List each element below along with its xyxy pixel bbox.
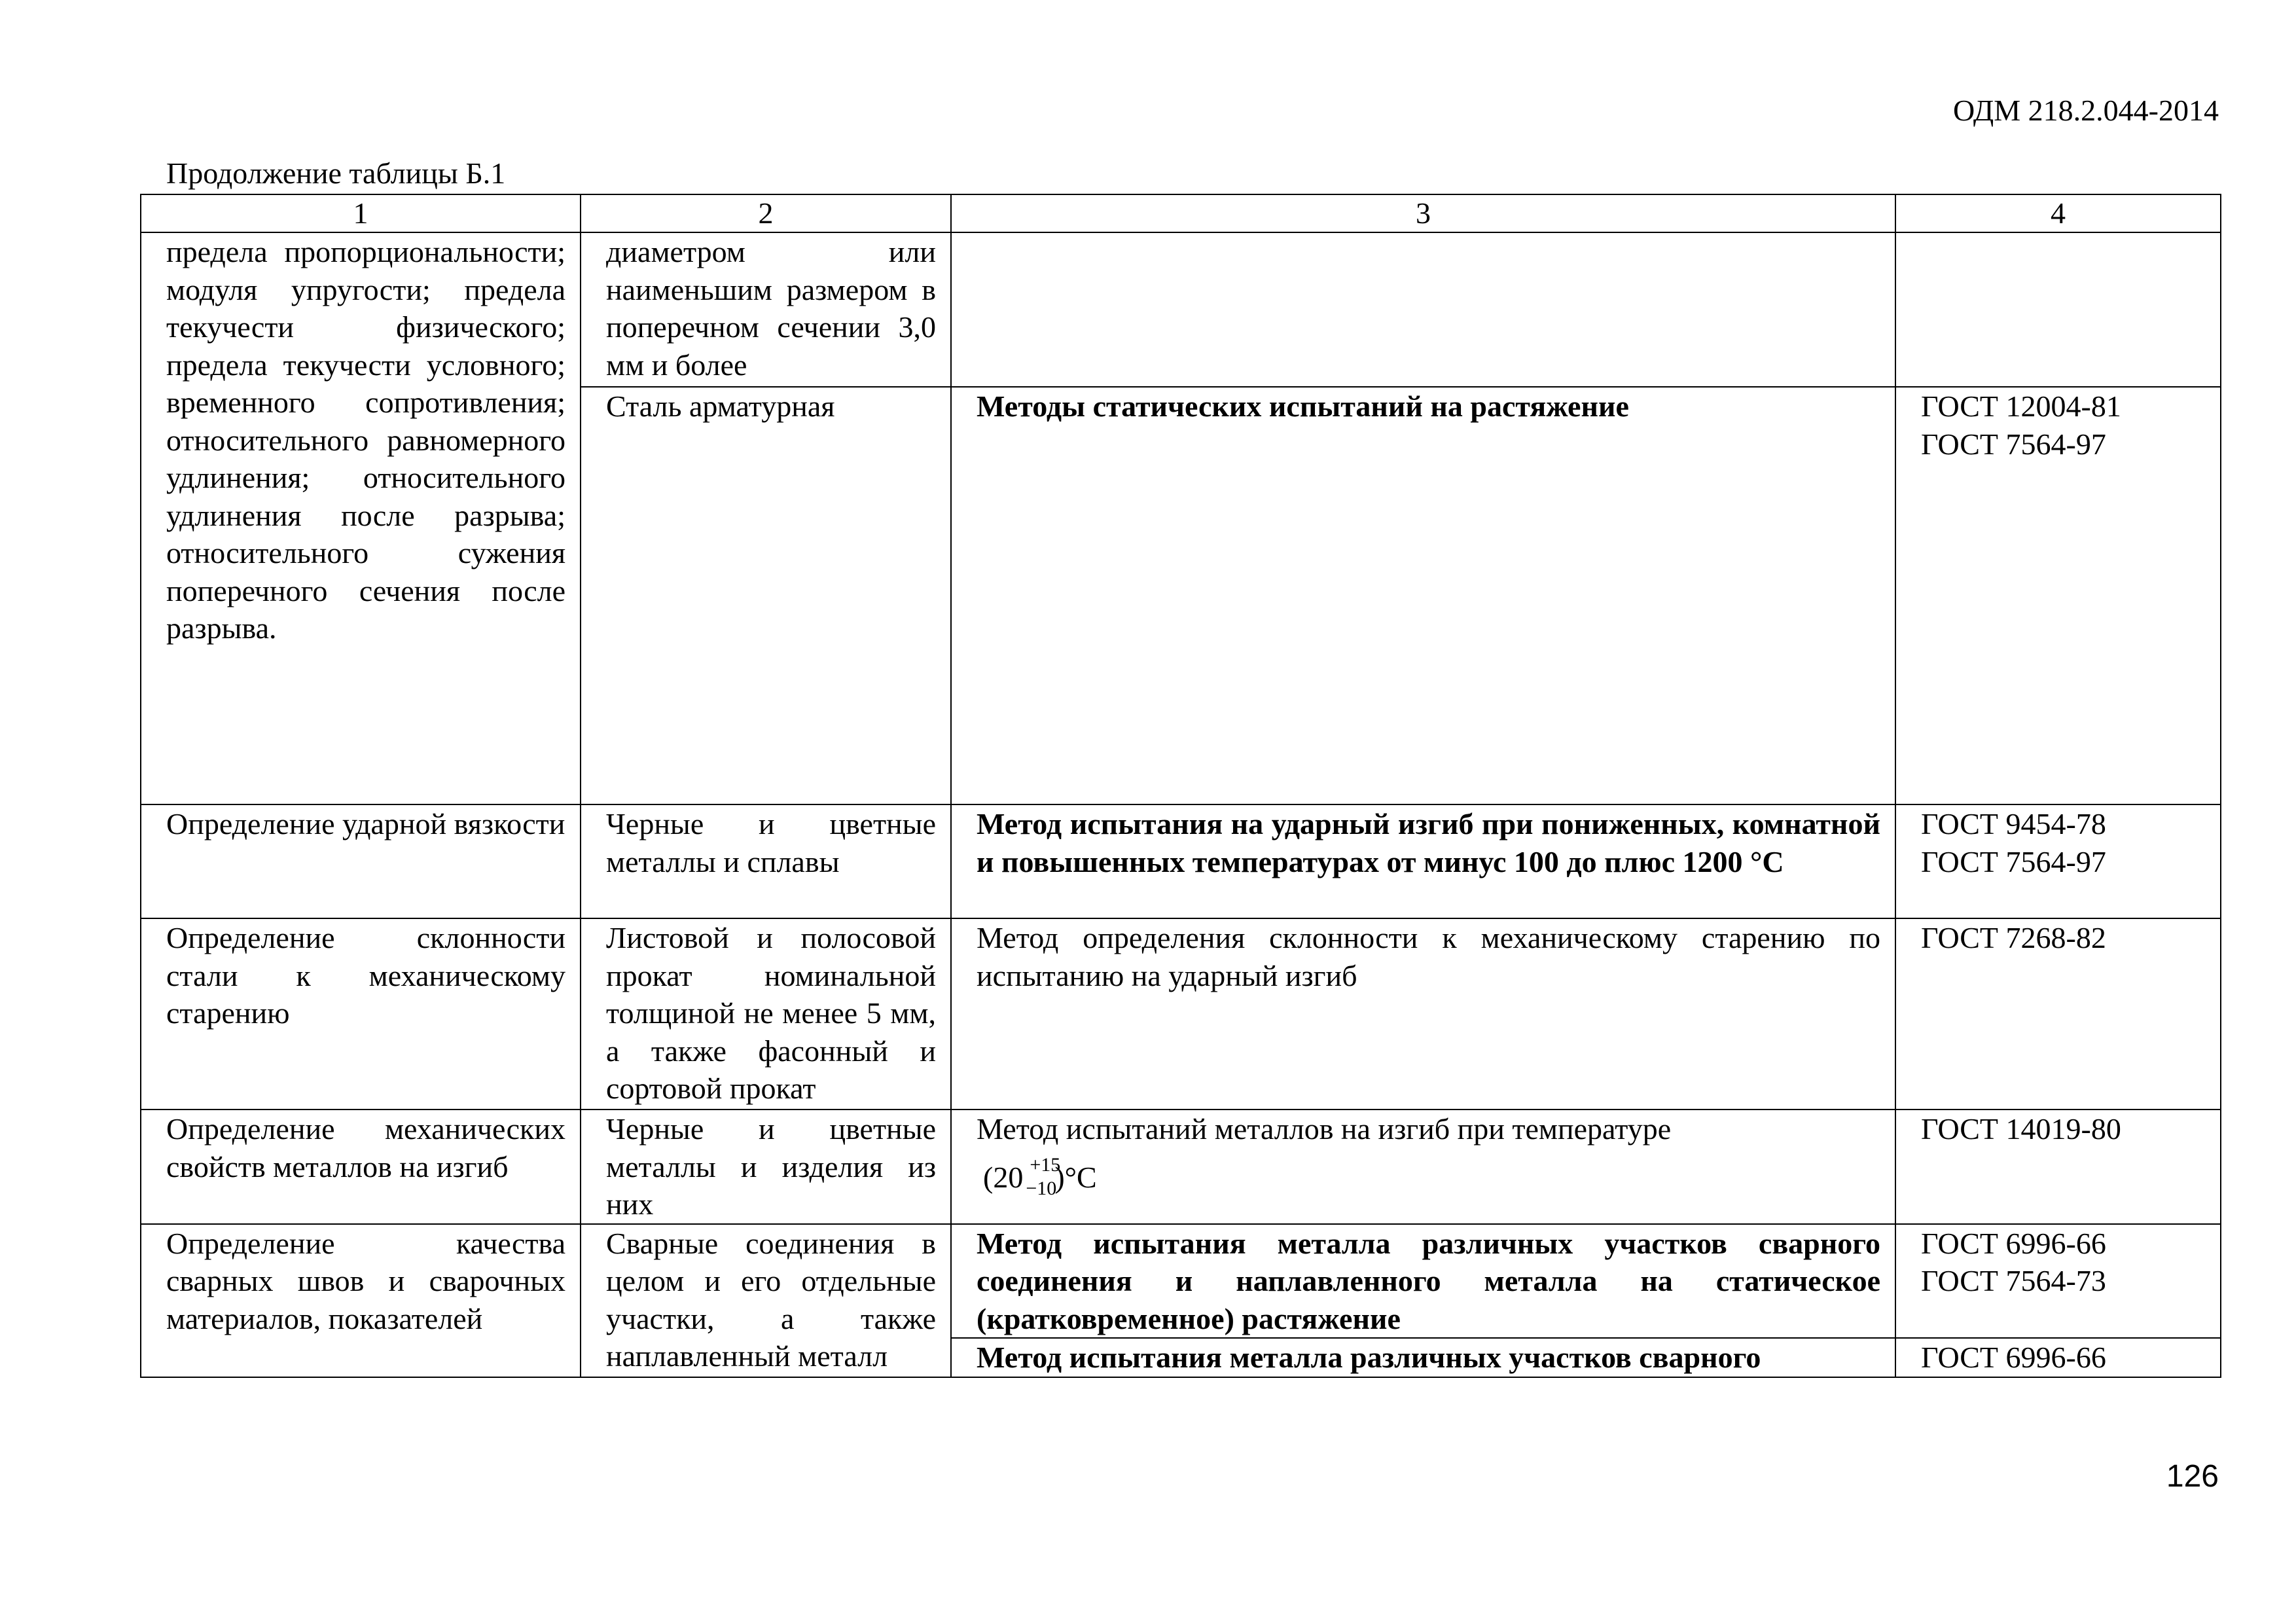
document-code: ОДМ 218.2.044-2014 [1952,94,2219,127]
standard-code: ГОСТ 6996-66 [1921,1226,2106,1260]
table-row [141,1224,2221,1339]
material-cell: Сварные соединения в целом и его отдельные участки, а также наплавленный металл [581,1224,951,1378]
temperature-formula [983,1153,1097,1199]
method-cell: Метод испытания металла различных участков сварного [951,1338,1895,1377]
property-cell: Определение склонности стали к механическому старению [141,918,581,1110]
table-header-row [141,194,2221,232]
standard-code: ГОСТ 6996-66 [1921,1341,2106,1374]
standard-code: ГОСТ 14019-80 [1921,1112,2121,1146]
table-row [141,804,2221,918]
methods-table [140,194,2221,1378]
method-cell: Метод испытания металла различных участков сварного соединения и наплавленного металла на статическое (кратковременное) растяжение [951,1224,1895,1339]
page-number: 126 [2166,1459,2219,1494]
property-cell: Определение качества сварных швов и сварочных материалов, показателей [141,1224,581,1378]
material-cell: Черные и цветные металлы и сплавы [581,804,951,918]
table-caption: Продолжение таблицы Б.1 [166,156,506,190]
method-cell [951,1110,1895,1224]
material-cell: диаметром или наименьшим размером в поперечном сечении 3,0 мм и более [581,232,951,387]
standard-code: ГОСТ 12004-81 [1921,389,2121,423]
tolerance-lower: −10 [1026,1177,1057,1199]
formula-base: (20 [983,1160,1024,1194]
column-header: 1 [141,194,581,232]
property-cell: предела пропорциональности; модуля упругости; предела текучести физического; предела текучести условного; временного сопротивления; относительного равномерного удлинения; относительного удлинения после разрыва; относительного сужения поперечного сечения после разрыва. [141,232,581,804]
standard-cell [1895,804,2221,918]
standard-cell [1895,918,2221,1110]
method-cell: Метод испытания на ударный изгиб при пониженных, комнатной и повышенных температурах от минус 100 до плюс 1200 °С [951,804,1895,918]
method-cell: Метод определения склонности к механическому старению по испытанию на ударный изгиб [951,918,1895,1110]
standard-cell [1895,1224,2221,1339]
table-row [141,1110,2221,1224]
method-cell: Методы статических испытаний на растяжение [951,387,1895,804]
material-cell: Черные и цветные металлы и изделия из них [581,1110,951,1224]
column-header: 4 [1895,194,2221,232]
formula-tail: )°С [1054,1160,1097,1194]
standard-cell [1895,387,2221,804]
standard-code: ГОСТ 7564-73 [1921,1264,2106,1297]
method-cell [951,232,1895,387]
standard-cell [1895,232,2221,387]
standard-code: ГОСТ 7564-97 [1921,427,2106,461]
column-header: 2 [581,194,951,232]
column-header: 3 [951,194,1895,232]
tolerance-upper: +15 [1030,1153,1061,1176]
standard-code: ГОСТ 9454-78 [1921,807,2106,840]
tolerance-fraction [1026,1153,1061,1199]
standard-cell [1895,1110,2221,1224]
material-cell: Листовой и полосовой прокат номинальной толщиной не менее 5 мм, а также фасонный и сортовой прокат [581,918,951,1110]
method-text: Метод испытаний металлов на изгиб при температуре [977,1112,1672,1146]
material-cell: Сталь арматурная [581,387,951,804]
table-row [141,918,2221,1110]
standard-code: ГОСТ 7268-82 [1921,921,2106,954]
standard-code: ГОСТ 7564-97 [1921,844,2106,878]
property-cell: Определение ударной вязкости [141,804,581,918]
property-cell: Определение механических свойств металлов на изгиб [141,1110,581,1224]
standard-cell [1895,1338,2221,1377]
table-row [141,232,2221,387]
